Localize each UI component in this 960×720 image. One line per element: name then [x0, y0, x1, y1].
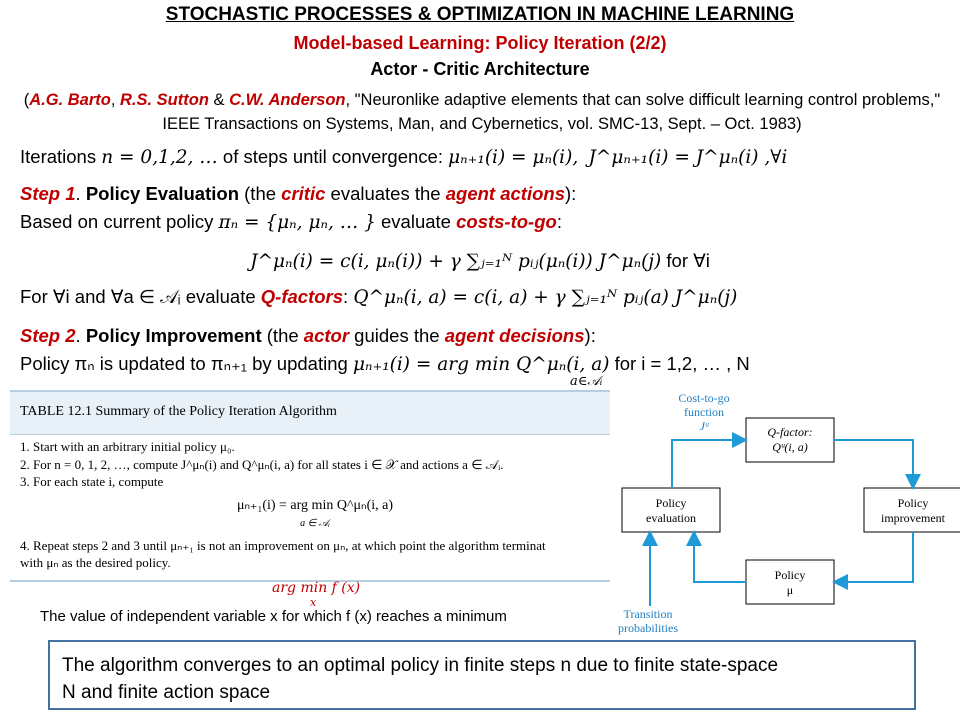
- table-row: 4. Repeat steps 2 and 3 until μₙ₊₁ is not an improvement on μₙ, at which point the algorithm terminat: [20, 537, 546, 553]
- citation-author-barto: A.G. Barto: [29, 91, 111, 109]
- improve-to-policy-arrow: [834, 532, 913, 582]
- step2-name: Policy Improvement: [85, 325, 262, 346]
- eval-to-q-arrow: [672, 440, 746, 488]
- table-row: 2. For n = 0, 1, 2, …, compute J^μₙ(i) and Q^μₙ(i, a) for all states i ∈ 𝒳 and actions a ∈ 𝒜ᵢ.: [20, 456, 504, 472]
- step2-line2-prefix: Policy πₙ is updated to πₙ₊₁ by updating: [20, 353, 353, 374]
- policy-label: Policy: [774, 568, 806, 582]
- summary-line-2: N and finite action space: [62, 682, 271, 703]
- citation-open: (: [23, 91, 30, 109]
- policy-evaluation-label-2: evaluation: [646, 511, 696, 525]
- q-factor-equation: Q^μₙ(i, a) = c(i, a) + γ ∑ⱼ₌₁ᴺ pᵢⱼ(a) J^μₙ(j): [353, 287, 738, 308]
- step2-update-tail: for i = 1,2, … , N: [609, 353, 750, 374]
- policy-box: [746, 560, 834, 604]
- step1-colon: :: [556, 211, 562, 232]
- q-prefix: For ∀i and ∀a ∈ 𝒜ᵢ evaluate: [20, 286, 261, 307]
- transition-label-2: probabilities: [618, 621, 678, 635]
- table-title: TABLE 12.1 Summary of the Policy Iteration Algorithm: [20, 404, 337, 419]
- step1-label: Step 1: [20, 183, 76, 204]
- argmin-note-subscript: x: [310, 596, 317, 609]
- step1-policy-line: [20, 211, 562, 233]
- step2-agent-decisions: agent decisions: [444, 325, 585, 346]
- page-title: STOCHASTIC PROCESSES & OPTIMIZATION IN MACHINE LEARNING: [165, 4, 795, 25]
- bellman-equation-line: [0, 250, 960, 272]
- citation: [22, 88, 942, 136]
- policy-improvement-label-2: improvement: [881, 511, 945, 525]
- step1-line2-mid: evaluate: [375, 211, 457, 232]
- step2-label: Step 2: [20, 325, 76, 346]
- iterations-line: [20, 146, 787, 168]
- table-header: [10, 392, 610, 435]
- step2-mid: guides the: [349, 325, 445, 346]
- bellman-tail: for ∀i: [661, 250, 710, 271]
- policy-update-equation: μₙ₊₁(i) = arg min Q^μₙ(i, a): [352, 354, 610, 375]
- step2-dot: .: [75, 325, 86, 346]
- step2-actor: actor: [303, 325, 350, 346]
- citation-author-anderson: C.W. Anderson: [229, 91, 346, 109]
- step2-paren-close: ):: [584, 325, 596, 346]
- q-factors-label: Q-factors: [260, 286, 344, 307]
- q-colon: :: [343, 286, 354, 307]
- actor-critic-diagram: [612, 388, 960, 636]
- argmin-description: The value of independent variable x for which f (x) reaches a minimum: [40, 608, 507, 625]
- summary-box: [48, 640, 916, 710]
- cost-to-go-symbol: Jᵘ: [699, 419, 709, 433]
- step1-agent-actions: agent actions: [445, 183, 565, 204]
- step1-line2-prefix: Based on current policy: [20, 211, 219, 232]
- iterations-prefix: Iterations: [20, 146, 102, 167]
- table-equation-subscript: a ∈ 𝒜ᵢ: [300, 518, 330, 529]
- bellman-equation: J^μₙ(i) = c(i, μₙ(i)) + γ ∑ⱼ₌₁ᴺ pᵢⱼ(μₙ(i)) J^μₙ(j): [250, 251, 662, 272]
- policy-evaluation-box: [622, 488, 720, 532]
- step1-paren-open: (the: [239, 183, 282, 204]
- cost-to-go-label: Cost-to-go: [678, 391, 730, 405]
- policy-improvement-label-1: Policy: [897, 496, 929, 510]
- argmin-subscript: a∈𝒜ᵢ: [570, 374, 603, 389]
- step1-mid: evaluates the: [325, 183, 446, 204]
- q-to-improve-arrow: [834, 440, 913, 488]
- step1-dot: .: [75, 183, 86, 204]
- policy-expression: πₙ = {μₙ, μₙ, … }: [218, 212, 376, 233]
- costs-to-go-label: costs-to-go: [456, 211, 557, 232]
- table-body: [20, 438, 610, 572]
- step1-critic: critic: [281, 183, 326, 204]
- iterations-n-values: n = 0,1,2, …: [101, 147, 218, 168]
- page-subtitle: Model-based Learning: Policy Iteration (2/2): [293, 33, 667, 53]
- summary-line-1: The algorithm converges to an optimal policy in finite steps n due to finite state-space: [62, 655, 779, 676]
- citation-sep: ,: [110, 91, 120, 109]
- citation-author-sutton: R.S. Sutton: [120, 91, 209, 109]
- iterations-middle: of steps until convergence:: [217, 146, 449, 167]
- citation-reference: , "Neuronlike adaptive elements that can solve difficult learning control problems," IEEE Transactions on Systems, Man, and Cybernetics, vol. SMC-13, Sept. – Oct. 1983): [162, 91, 941, 133]
- step2-heading: [20, 325, 596, 347]
- transition-label-1: Transition: [623, 607, 673, 621]
- policy-to-eval-arrow: [694, 532, 746, 582]
- step2-paren-open: (the: [261, 325, 304, 346]
- step1-heading: [20, 183, 576, 205]
- step2-update-line: [20, 353, 750, 375]
- policy-improvement-box: [864, 488, 960, 532]
- table-equation-text: μₙ₊₁(i) = arg min Q^μₙ(i, a): [236, 497, 394, 513]
- table-row: 1. Start with an arbitrary initial policy μ₀.: [20, 439, 235, 454]
- table-equation: [20, 491, 610, 537]
- table-row: with μₙ as the desired policy.: [20, 555, 171, 570]
- table-row: 3. For each state i, compute: [20, 474, 164, 489]
- argmin-expression: arg min f (x): [272, 580, 361, 596]
- convergence-eq-mu: μₙ₊₁(i) = μₙ(i),: [448, 147, 579, 168]
- policy-symbol: μ: [786, 583, 794, 597]
- policy-iteration-table: [10, 390, 610, 582]
- citation-sep: &: [208, 91, 230, 109]
- convergence-eq-j: J^μₙ₊₁(i) = J^μₙ(i) ,∀i: [588, 147, 788, 168]
- q-factor-symbol: Qᵘ(i, a): [772, 440, 808, 454]
- q-factor-label: Q-factor:: [767, 425, 813, 439]
- policy-evaluation-label-1: Policy: [655, 496, 687, 510]
- section-heading: Actor - Critic Architecture: [370, 59, 590, 79]
- cost-to-go-function-label: function: [684, 405, 724, 419]
- q-factor-line: [20, 286, 737, 308]
- step1-name: Policy Evaluation: [85, 183, 239, 204]
- step1-paren-close: ):: [564, 183, 577, 204]
